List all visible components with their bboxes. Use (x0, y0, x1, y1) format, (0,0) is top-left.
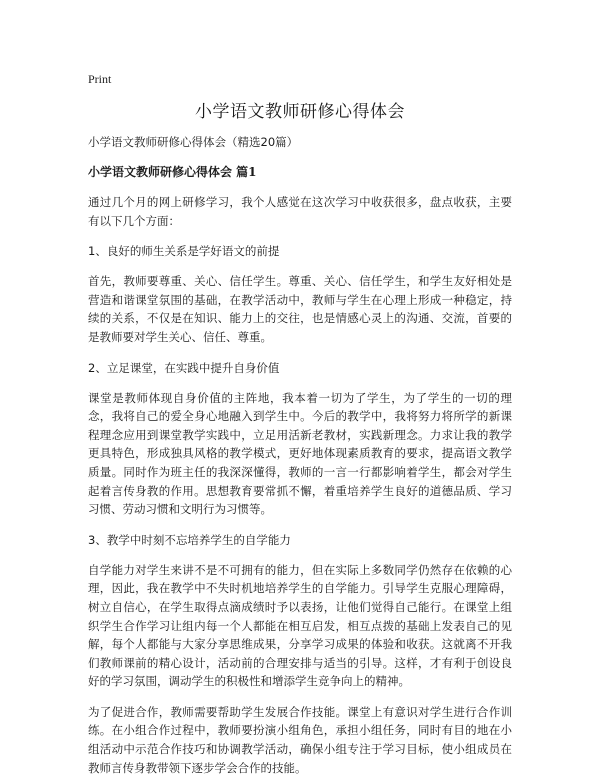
body-paragraph: 首先，教师要尊重、关心、信任学生。尊重、关心、信任学生，和学生友好相处是营造和谐课堂氛围的基础，在教学活动中，教师与学生在心理上形成一种稳定，持续的关系，不仅是在知识、能力上的交往，也是情感心灵上的沟通、交流，首要的是教师要对学生关心、信任、尊重。 (88, 274, 512, 344)
document-subtitle: 小学语文教师研修心得体会（精选20篇） (88, 135, 299, 149)
page-title: 小学语文教师研修心得体会 (195, 102, 405, 122)
body-paragraph: 自学能力对学生来讲不是不可拥有的能力，但在实际上多数同学仍然存在依赖的心理，因此，我在教学中不失时机地培养学生的自学能力。引导学生克服心理障碍，树立自信心，在学生取得点滴成绩时予以表扬，让他们觉得自己能行。在课堂上组织学生合作学习让组内每一个人都能在相互启发，相互点拨的基础上发表自己的见解，每个人都能与大家分享思维成果，分享学习成果的体验和收获。这就离不开我们教师课前的精心设计，活动前的合理安排与适当的引导。这样，才有利于创设良好的学习氛围，调动学生的积极性和增添学生竞争向上的精神。 (88, 562, 512, 689)
point-heading-2: 2、立足课堂，在实践中提升自身价值 (88, 360, 280, 375)
body-paragraph: 课堂是教师体现自身价值的主阵地，我本着一切为了学生，为了学生的一切的理念，我将自己的爱全身心地融入到学生中。今后的教学中，我将努力将所学的新课程理念应用到课堂教学实践中，立足用活新老教材，实践新理念。力求让我的教学更具特色，形成独具风格的教学模式，更好地体现素质教育的要求，提高语文教学质量。同时作为班主任的我深深懂得，教师的一言一行都影响着学生，都会对学生起着言传身教的作用。思想教育要常抓不懈，着重培养学生良好的道德品质、学习习惯、劳动习惯和文明行为习惯等。 (88, 390, 512, 517)
document-body (88, 193, 512, 777)
print-link[interactable]: Print (88, 72, 112, 86)
point-heading-1: 1、良好的师生关系是学好语文的前提 (88, 244, 280, 259)
intro-paragraph: 通过几个月的网上研修学习，我个人感觉在这次学习中收获很多，盘点收获，主要有以下几个方面： (88, 195, 512, 228)
point-heading-3: 3、教学中时刻不忘培养学生的自学能力 (88, 532, 291, 547)
section-heading: 小学语文教师研修心得体会 篇1 (88, 165, 257, 179)
body-paragraph: 为了促进合作，教师需要帮助学生发展合作技能。课堂上有意识对学生进行合作训练。在小组合作过程中，教师要扮演小组角色，承担小组任务，同时有目的地在小组活动中示范合作技巧和协调教学活动，确保小组专注于学习目标，使小组成员在教师言传身教带领下逐步学会合作的技能。 (88, 704, 512, 775)
